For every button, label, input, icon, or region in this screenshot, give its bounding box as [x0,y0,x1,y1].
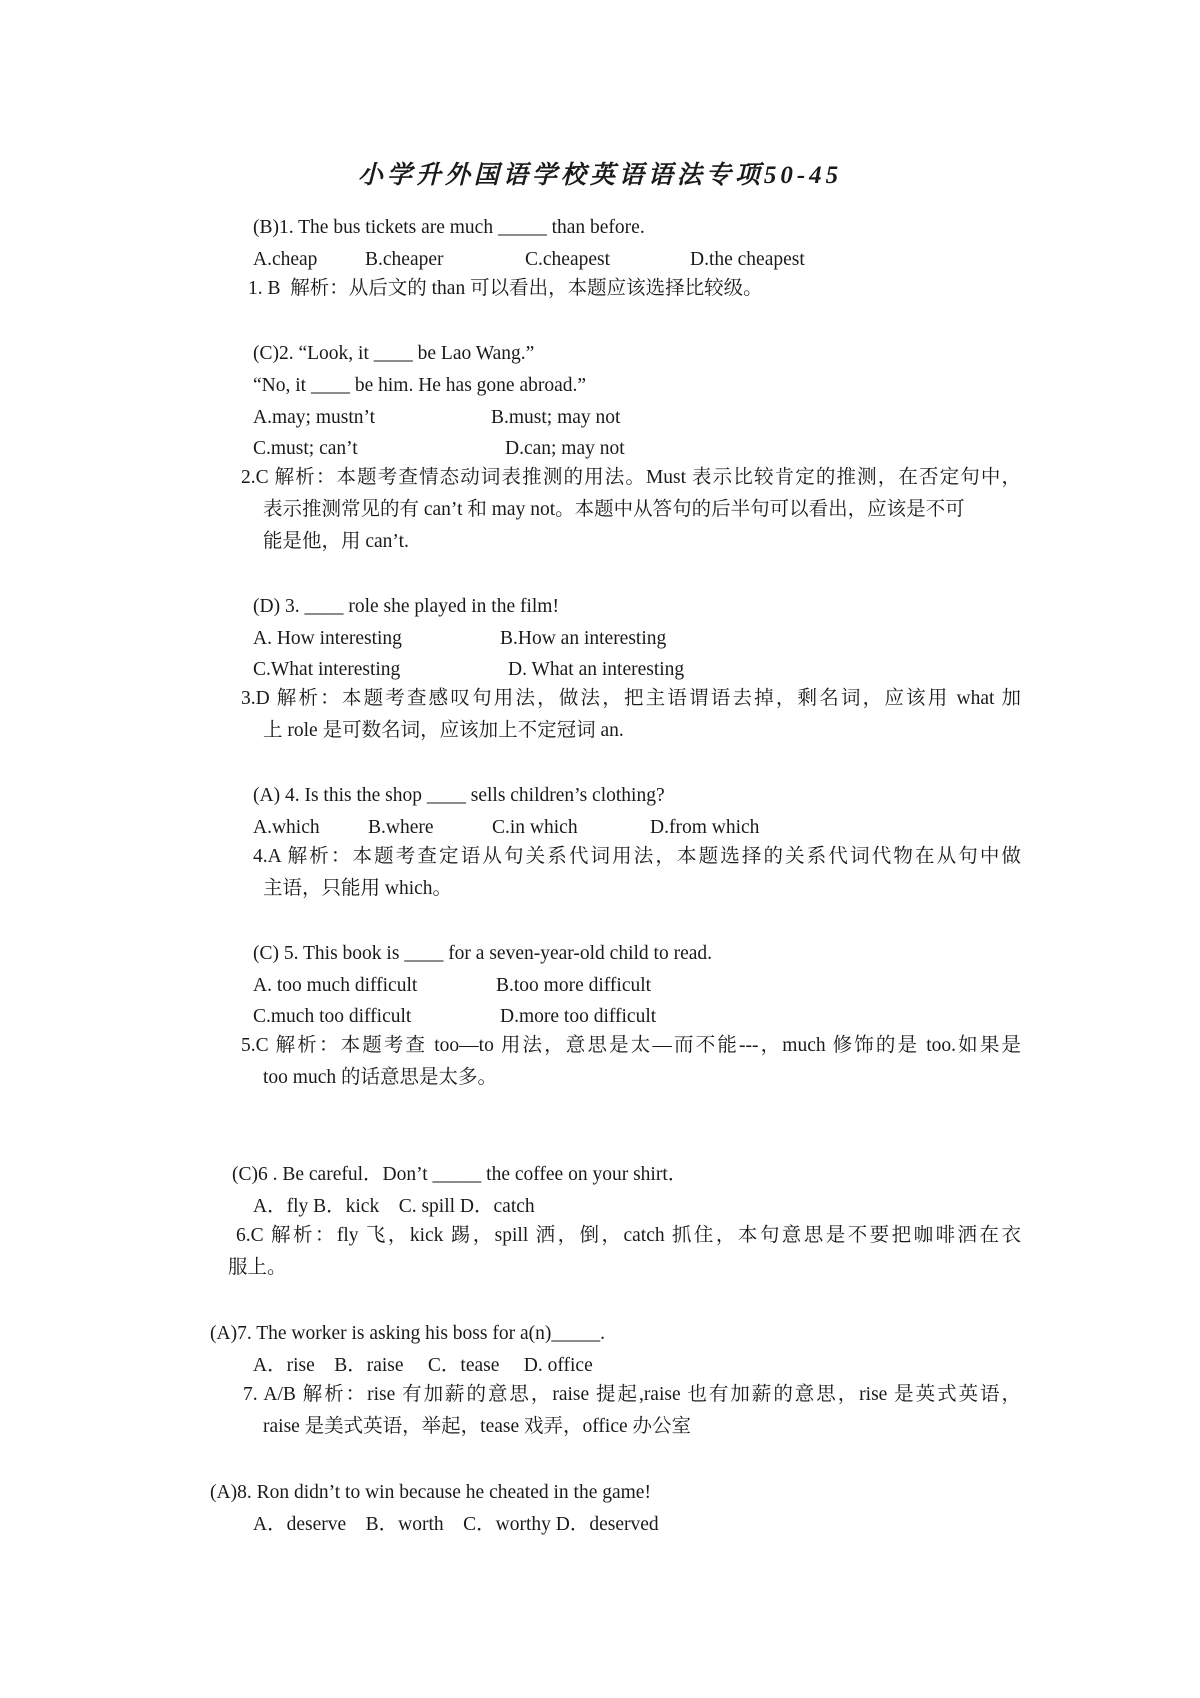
analysis-line: 服上。 [228,1257,287,1278]
analysis-line: 5.C 解析：本题考查 too—to 用法，意思是太—而不能---，much 修饰的是 too.如果是 [241,1035,1021,1056]
option-d: D.more too difficult [500,1006,657,1027]
analysis-line: raise 是美式英语，举起，tease 戏弄，office 办公室 [263,1416,692,1437]
analysis-line: 3.D 解析：本题考查感叹句用法，做法，把主语谓语去掉，剩名词，应该用 what 加 [241,688,1021,709]
option-c: C.What interesting [253,659,401,680]
option-b: B.where [368,817,434,838]
options-line: A．deserve B．worth C．worthy D．deserved [253,1514,659,1535]
option-d: D.can; may not [505,438,625,459]
analysis-line: 6.C 解析：fly 飞，kick 踢，spill 洒，倒，catch 抓住，本句意思是不要把咖啡洒在衣 [236,1225,1021,1246]
option-d: D.the cheapest [690,249,805,270]
analysis-line: 4.A 解析：本题考查定语从句关系代词用法，本题选择的关系代词代物在从句中做 [253,846,1021,867]
analysis [241,462,1021,558]
analysis [248,273,763,305]
analysis-line: 2.C 解析：本题考查情态动词表推测的用法。Must 表示比较肯定的推测，在否定句中， [241,467,1021,488]
question-stem: (C) 5. This book is ____ for a seven-year-old child to read. [253,943,713,964]
analysis [241,683,1021,747]
option-b: B.How an interesting [500,628,667,649]
options-line: A．fly B．kick C. spill D．catch [253,1196,535,1217]
analysis-line: 上 role 是可数名词，应该加上不定冠词 an. [263,720,624,741]
analysis-line: 表示推测常见的有 can’t 和 may not。本题中从答句的后半句可以看出，应该是不可 [263,499,965,520]
option-d: D. What an interesting [508,659,685,680]
option-d: D.from which [650,817,760,838]
question-stem: (C)6 . Be careful．Don’t _____ the coffee on your shirt． [232,1164,688,1185]
option-b: B.too more difficult [496,975,652,996]
option-c: C.much too difficult [253,1006,412,1027]
option-a: A.may; mustn’t [253,407,376,428]
question-stem: (D) 3. ____ role she played in the film! [253,596,559,617]
question-stem: (A)7. The worker is asking his boss for a(n)_____. [210,1323,605,1344]
page-title: 小学升外国语学校英语语法专项50-45 [357,162,843,189]
option-a: A.which [253,817,320,838]
analysis-line: too much 的话意思是太多。 [263,1067,497,1088]
analysis-line: 7. A/B 解析：rise 有加薪的意思，raise 提起,raise 也有加薪的意思，rise 是英式英语， [243,1384,1021,1405]
question-stem: (A) 4. Is this the shop ____ sells children’s clothing? [253,785,665,806]
question-stem: (A)8. Ron didn’t to win because he cheated in the game! [210,1482,651,1503]
option-c: C.in which [492,817,578,838]
question-stem-continued: “No, it ____ be him. He has gone abroad.” [253,375,587,396]
option-b: B.must; may not [491,407,621,428]
option-a: A. How interesting [253,628,402,649]
question-stem: (B)1. The bus tickets are much _____ than before. [253,217,645,238]
analysis-line: 1. B 解析：从后文的 than 可以看出，本题应该选择比较级。 [248,278,763,299]
option-b: B.cheaper [365,249,444,270]
analysis [228,1220,1021,1284]
option-c: C.must; can’t [253,438,358,459]
analysis [241,1030,1021,1094]
analysis-line: 能是他，用 can’t. [263,531,409,552]
options-line: A．rise B．raise C．tease D. office [253,1355,593,1376]
option-a: A.cheap [253,249,318,270]
question-stem: (C)2. “Look, it ____ be Lao Wang.” [253,343,535,364]
option-c: C.cheapest [525,249,611,270]
analysis [243,1379,1021,1443]
analysis-line: 主语，只能用 which。 [263,878,453,899]
analysis [253,841,1021,905]
option-a: A. too much difficult [253,975,418,996]
